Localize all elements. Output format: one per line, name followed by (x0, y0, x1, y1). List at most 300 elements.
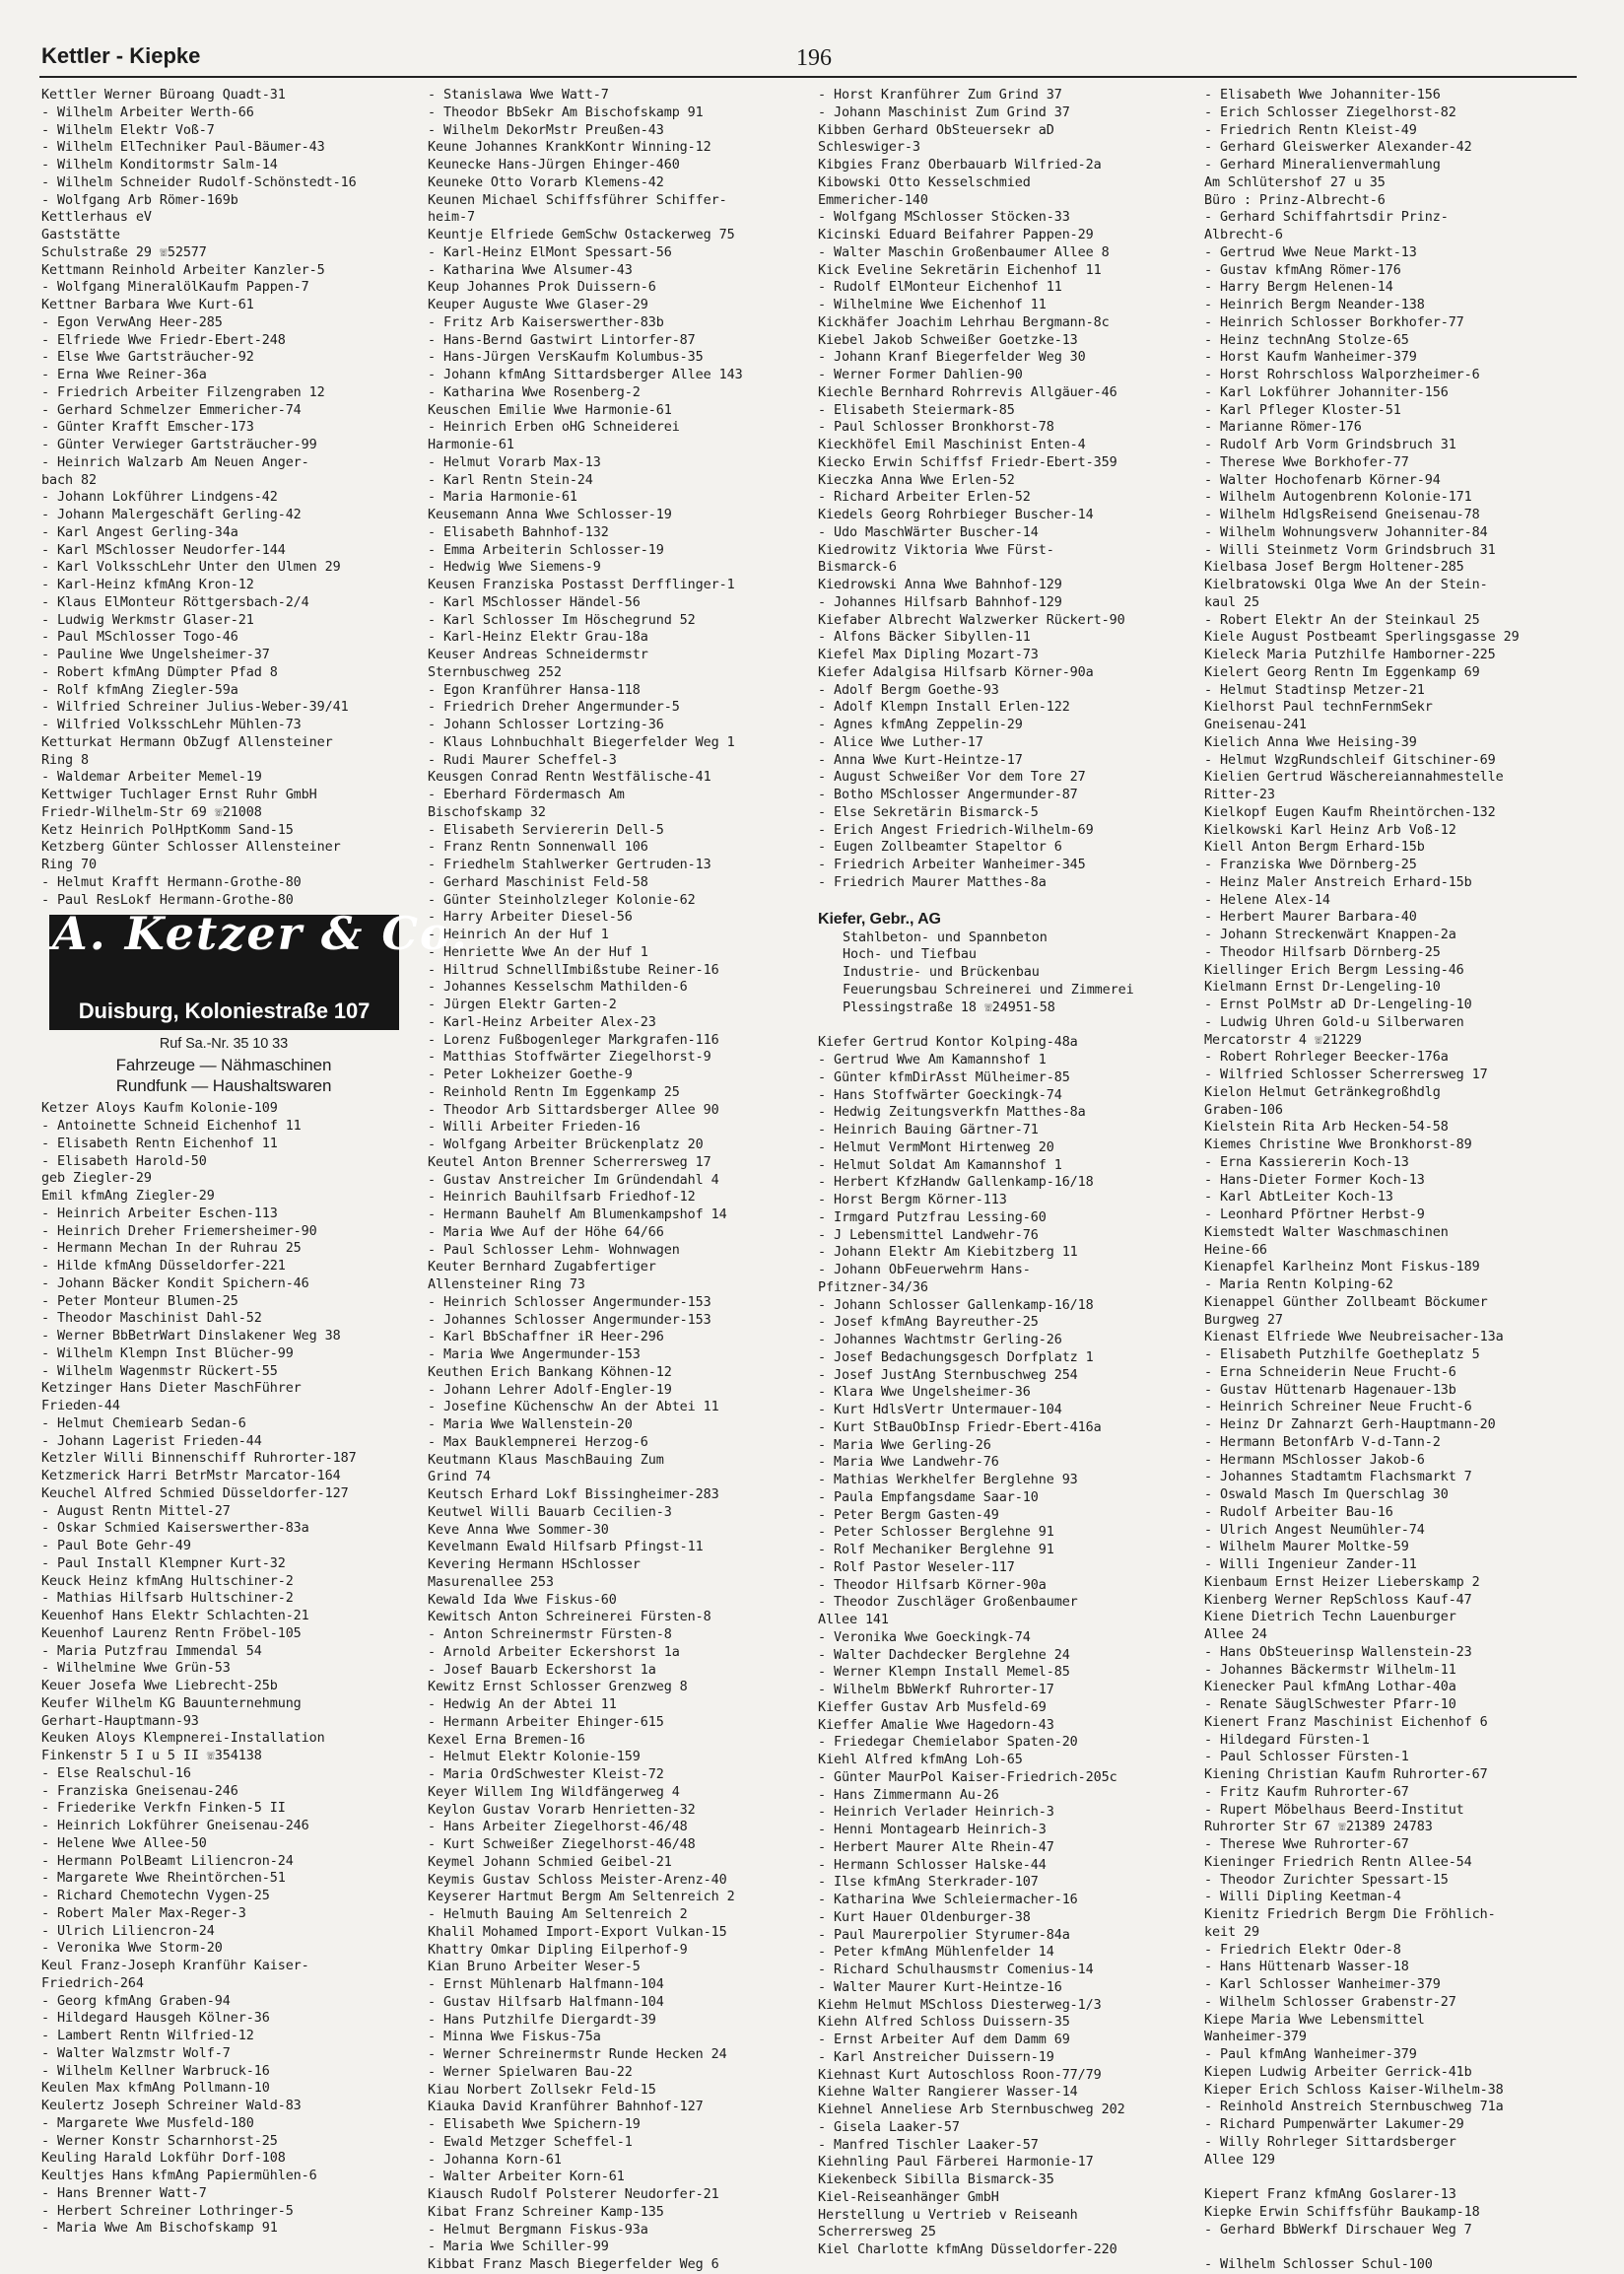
directory-entry: Kettlerhaus eV (41, 210, 152, 226)
directory-entry: - Hans Brenner Watt-7 (41, 2185, 207, 2201)
directory-entry: - Johann Kranf Biegerfelder Weg 30 (818, 350, 1086, 366)
directory-entry: - Hans Zimmermann Au-26 (818, 1787, 999, 1803)
directory-entry: - Udo MaschWärter Buscher-14 (818, 524, 1039, 540)
directory-entry: - Elisabeth Wwe Spichern-19 (428, 2117, 641, 2132)
directory-entry: - Heinrich Schlosser Borkhofer-77 (1204, 314, 1464, 330)
directory-entry: Kienecker Paul kfmAng Lothar-40a (1204, 1680, 1456, 1695)
directory-entry: Kiefel Max Dipling Mozart-73 (818, 648, 1039, 662)
directory-entry: Keup Johannes Prok Duissern-6 (428, 280, 656, 296)
directory-entry: - Willi Ingenieur Zander-11 (1204, 1557, 1417, 1572)
directory-entry: Kienbaum Ernst Heizer Lieberskamp 2 (1204, 1574, 1480, 1590)
directory-entry: - Margarete Wwe Musfeld-180 (41, 2115, 254, 2131)
directory-entry: kaul 25 (1204, 594, 1259, 610)
directory-entry: - Friedrich Elektr Oder-8 (1204, 1942, 1401, 1958)
directory-entry: Kielert Georg Rentn Im Eggenkamp 69 (1204, 664, 1480, 680)
directory-entry: - Rudolf Arbeiter Bau-16 (1204, 1504, 1393, 1520)
directory-entry: - Johannes Wachtmstr Gerling-26 (818, 1333, 1062, 1347)
directory-entry: Frieden-44 (41, 1399, 120, 1413)
directory-entry: - Maria Rentn Kolping-62 (1204, 1277, 1393, 1292)
directory-entry: - Rolf Mechaniker Berglehne 91 (818, 1543, 1054, 1557)
directory-entry: - Kurt Hauer Oldenburger-38 (818, 1909, 1031, 1925)
directory-entry: Kibowski Otto Kesselschmied (818, 174, 1031, 190)
directory-entry: Heine-66 (1204, 1242, 1267, 1258)
directory-entry: - Helmuth Bauing Am Seltenreich 2 (428, 1907, 688, 1922)
directory-entry: - Hermann PolBeamt Liliencron-24 (41, 1853, 294, 1869)
directory-entry: - Mathias Werkhelfer Berglehne 93 (818, 1473, 1078, 1487)
directory-entry: Grind 74 (428, 1470, 491, 1485)
directory-entry: - Johann Lehrer Adolf-Engler-19 (428, 1382, 672, 1398)
directory-entry: - Egon VerwAng Heer-285 (41, 314, 223, 330)
directory-entry: Kienast Elfriede Wwe Neubreisacher-13a (1204, 1330, 1504, 1345)
directory-entry: - Werner BbBetrWart Dinslakener Weg 38 (41, 1329, 341, 1344)
directory-entry: - Wilfried Schreiner Julius-Weber-39/41 (41, 700, 349, 716)
directory-entry: - Theodor Hilfsarb Dörnberg-25 (1204, 944, 1441, 960)
directory-entry: - Karl Angest Gerling-34a (41, 524, 238, 540)
directory-entry: Kieffer Gustav Arb Musfeld-69 (818, 1699, 1047, 1715)
directory-entry: Kian Bruno Arbeiter Weser-5 (428, 1960, 641, 1975)
directory-entry: - Johann Lagerist Frieden-44 (41, 1433, 262, 1449)
directory-entry: - Karl MSchlosser Händel-56 (428, 594, 641, 610)
directory-entry: - Richard Arbeiter Erlen-52 (818, 490, 1031, 506)
directory-entry: - Paul Schlosser Bronkhorst-78 (818, 420, 1054, 436)
directory-entry: Keve Anna Wwe Sommer-30 (428, 1522, 609, 1538)
directory-entry: - Werner Klempn Install Memel-85 (818, 1665, 1070, 1681)
directory-entry: - J Lebensmittel Landwehr-76 (818, 1227, 1039, 1243)
directory-entry: - Lambert Rentn Wilfried-12 (41, 2029, 254, 2043)
directory-entry: - Wilhelm Klempn Inst Blücher-99 (41, 1345, 294, 1361)
directory-entry: - Theodor Zurichter Spessart-15 (1204, 1872, 1449, 1888)
directory-entry: - Wilhelm DekorMstr Preußen-43 (428, 122, 664, 138)
directory-entry: Kewitsch Anton Schreinerei Fürsten-8 (428, 1610, 711, 1625)
directory-entry: Kexel Erna Bremen-16 (428, 1732, 585, 1748)
directory-entry: - Theodor Hilfsarb Körner-90a (818, 1577, 1047, 1593)
directory-entry: - Franziska Wwe Dörnberg-25 (1204, 858, 1417, 872)
directory-entry: Masurenallee 253 (428, 1574, 554, 1590)
directory-entry: Burgweg 27 (1204, 1312, 1283, 1328)
directory-entry: Kielkopf Eugen Kaufm Rheintörchen-132 (1204, 804, 1496, 820)
directory-entry: - Elisabeth Bahnhof-132 (428, 524, 609, 540)
directory-entry: - Rupert Möbelhaus Beerd-Institut (1204, 1802, 1464, 1818)
directory-entry: - Antoinette Schneid Eichenhof 11 (41, 1119, 302, 1134)
directory-entry: - Heinrich Bergm Neander-138 (1204, 298, 1425, 312)
directory-entry: - Günter kfmDirAsst Mülheimer-85 (818, 1069, 1070, 1085)
directory-entry: - Richard Chemotechn Vygen-25 (41, 1889, 270, 1903)
directory-entry: Wanheimer-379 (1204, 2030, 1307, 2045)
ad-products-line-1: Fahrzeuge — Nähmaschinen (115, 1056, 332, 1075)
directory-entry: - Werner Konstr Scharnhorst-25 (41, 2133, 278, 2149)
directory-entry: - Wilhelmine Wwe Grün-53 (41, 1661, 231, 1677)
directory-entry: Kettler Werner Büroang Quadt-31 (41, 88, 286, 103)
directory-entry: Keultjes Hans kfmAng Papiermühlen-6 (41, 2169, 317, 2183)
directory-entry: - Wilhelm Schlosser Schul-100 (1204, 2257, 1433, 2272)
directory-entry: - Eugen Zollbeamter Stapeltor 6 (818, 840, 1062, 856)
directory-entry: - Elisabeth Wwe Johanniter-156 (1204, 88, 1441, 103)
directory-entry: - Herbert KfzHandw Gallenkamp-16/18 (818, 1175, 1094, 1191)
directory-entry: - Hermann Arbeiter Ehinger-615 (428, 1714, 664, 1730)
directory-entry: Keusemann Anna Wwe Schlosser-19 (428, 508, 672, 522)
directory-entry: Kewald Ida Wwe Fiskus-60 (428, 1592, 617, 1608)
directory-entry: - Friederike Verkfn Finken-5 II (41, 1801, 286, 1817)
directory-entry: - Theodor Zuschläger Großenbaumer (818, 1595, 1078, 1611)
directory-entry: - Hans-Dieter Former Koch-13 (1204, 1172, 1425, 1188)
directory-entry: - Elisabeth Steiermark-85 (818, 402, 1015, 418)
directory-entry: Ketzinger Hans Dieter MaschFührer (41, 1381, 302, 1397)
directory-entry: Ruhrorter Str 67 ☏21389 24783 (1204, 1820, 1433, 1835)
directory-entry: - Johann Schlosser Gallenkamp-16/18 (818, 1297, 1094, 1313)
directory-entry: - Peter Bergm Gasten-49 (818, 1507, 999, 1523)
directory-entry: - Helmut Chemiearb Sedan-6 (41, 1415, 246, 1431)
directory-entry: Emil kfmAng Ziegler-29 (41, 1189, 215, 1204)
directory-entry: geb Ziegler-29 (41, 1171, 152, 1187)
directory-entry: Keusgen Conrad Rentn Westfälische-41 (428, 770, 711, 786)
directory-entry: - Ilse kfmAng Sterkrader-107 (818, 1875, 1039, 1891)
directory-entry: Kielbratowski Olga Wwe An der Stein- (1204, 578, 1488, 592)
directory-entry: - Stanislawa Wwe Watt-7 (428, 88, 609, 103)
directory-entry: - Elisabeth Harold-50 (41, 1153, 207, 1169)
directory-entry: - Hermann MSchlosser Jakob-6 (1204, 1452, 1425, 1468)
directory-entry: Keuntje Elfriede GemSchw Ostackerweg 75 (428, 228, 735, 242)
directory-entry: Keusen Franziska Postasst Derfflinger-1 (428, 578, 735, 592)
directory-entry: - Karl-Heinz Elektr Grau-18a (428, 630, 648, 646)
directory-entry: Scherrersweg 25 (818, 2225, 936, 2240)
directory-entry: - Hans Arbeiter Ziegelhorst-46/48 (428, 1820, 688, 1835)
directory-entry: - Peter Lokheizer Goethe-9 (428, 1068, 633, 1082)
directory-entry: - Willi Steinmetz Vorm Grindsbruch 31 (1204, 542, 1496, 558)
ad-phone: Ruf Sa.-Nr. 35 10 33 (159, 1036, 289, 1053)
directory-entry: - Gerhard BbWerkf Dirschauer Weg 7 (1204, 2222, 1472, 2238)
directory-entry: Ritter-23 (1204, 788, 1275, 802)
directory-entry: - Walter Walzmstr Wolf-7 (41, 2045, 231, 2061)
directory-entry: - Oskar Schmied Kaiserswerther-83a (41, 1521, 309, 1537)
directory-entry: - Herbert Maurer Alte Rhein-47 (818, 1839, 1054, 1855)
directory-entry: - Karl Anstreicher Duissern-19 (818, 2049, 1054, 2065)
directory-entry: - Ludwig Werkmstr Glaser-21 (41, 612, 254, 628)
directory-entry: Kiehn Alfred Schloss Duissern-35 (818, 2015, 1070, 2031)
directory-entry: - Gustav Hilfsarb Halfmann-104 (428, 1994, 664, 2010)
directory-entry: - Willy Rohrleger Sittardsberger (1204, 2134, 1456, 2150)
directory-entry: Keuneke Otto Vorarb Klemens-42 (428, 174, 664, 190)
directory-entry: Kiehnel Anneliese Arb Sternbuschweg 202 (818, 2102, 1125, 2117)
directory-entry: Kiebel Jakob Schweißer Goetzke-13 (818, 332, 1078, 348)
directory-entry: - Else Wwe Gartsträucher-92 (41, 350, 254, 366)
directory-entry: - Matthias Stoffwärter Ziegelhorst-9 (428, 1050, 711, 1066)
firm-detail-line: Feuerungsbau Schreinerei und Zimmerei (843, 982, 1134, 998)
directory-entry: - Minna Wwe Fiskus-75a (428, 2030, 601, 2045)
directory-entry: Kienberg Werner RepSchloss Kauf-47 (1204, 1592, 1472, 1608)
directory-entry: - Horst Kranführer Zum Grind 37 (818, 88, 1062, 103)
directory-entry: - Werner Schreinermstr Runde Hecken 24 (428, 2047, 727, 2062)
directory-entry: - Karl-Heinz kfmAng Kron-12 (41, 578, 254, 592)
directory-entry: - Elisabeth Serviererin Dell-5 (428, 822, 664, 838)
column-2 (428, 87, 807, 2274)
directory-entry: Kettwiger Tuchlager Ernst Ruhr GmbH (41, 788, 317, 802)
header-rule (39, 76, 1577, 78)
directory-entry: - Reinhold Anstreich Sternbuschweg 71a (1204, 2100, 1504, 2115)
directory-entry: - Friedrich Arbeiter Wanheimer-345 (818, 858, 1086, 872)
directory-entry: Keuschen Emilie Wwe Harmonie-61 (428, 402, 672, 418)
directory-entry: - Gustav Hüttenarb Hagenauer-13b (1204, 1382, 1456, 1398)
directory-entry: - Katharina Wwe Alsumer-43 (428, 262, 633, 278)
directory-entry: - Gerhard Mineralienvermahlung (1204, 158, 1441, 172)
directory-entry: Kienert Franz Maschinist Eichenhof 6 (1204, 1714, 1488, 1730)
directory-entry: Keutel Anton Brenner Scherrersweg 17 (428, 1154, 711, 1170)
directory-entry: - Herbert Schreiner Lothringer-5 (41, 2203, 294, 2219)
directory-entry: - Walter Hochofenarb Körner-94 (1204, 472, 1441, 488)
directory-entry: Keylon Gustav Vorarb Henrietten-32 (428, 1802, 696, 1818)
directory-entry: - Adolf Bergm Goethe-93 (818, 682, 999, 698)
directory-entry: - Katharina Wwe Rosenberg-2 (428, 384, 641, 400)
directory-entry: Kettner Barbara Wwe Kurt-61 (41, 298, 254, 312)
directory-entry: - Fritz Arb Kaiserswerther-83b (428, 314, 664, 330)
directory-entry: - Wolfgang Arbeiter Brückenplatz 20 (428, 1137, 704, 1152)
directory-entry: - Kurt HdlsVertr Untermauer-104 (818, 1403, 1062, 1417)
directory-entry: - Walter Arbeiter Korn-61 (428, 2170, 625, 2185)
directory-entry: - Heinrich Arbeiter Eschen-113 (41, 1206, 278, 1221)
directory-entry: - Johanna Korn-61 (428, 2152, 562, 2168)
directory-entry: - Max Bauklempnerei Herzog-6 (428, 1434, 648, 1450)
directory-entry: - Johann Lokführer Lindgens-42 (41, 490, 278, 506)
directory-entry: Kibat Franz Schreiner Kamp-135 (428, 2204, 664, 2220)
directory-entry: - Gerhard Gleiswerker Alexander-42 (1204, 140, 1472, 156)
directory-entry: Kibgies Franz Oberbauarb Wilfried-2a (818, 158, 1102, 172)
directory-entry: Kiehnling Paul Färberei Harmonie-17 (818, 2155, 1094, 2171)
directory-entry: - Helmut Vorarb Max-13 (428, 454, 601, 470)
directory-entry: - Therese Wwe Ruhrorter-67 (1204, 1837, 1409, 1852)
directory-entry: Finkenstr 5 I u 5 II ☏354138 (41, 1749, 262, 1763)
directory-entry: - Hedwig Wwe Siemens-9 (428, 560, 601, 576)
directory-entry: Kiepert Franz kfmAng Goslarer-13 (1204, 2187, 1456, 2202)
directory-entry: - Maria OrdSchwester Kleist-72 (428, 1767, 664, 1782)
directory-entry: Kieleck Maria Putzhilfe Hamborner-225 (1204, 648, 1496, 662)
directory-entry: - Hiltrud SchnellImbißstube Reiner-16 (428, 962, 719, 978)
directory-entry: - Heinrich An der Huf 1 (428, 928, 609, 942)
directory-entry: Kiausch Rudolf Polsterer Neudorfer-21 (428, 2187, 719, 2202)
directory-entry: - Else Realschul-16 (41, 1765, 191, 1781)
directory-entry: Bischofskamp 32 (428, 804, 546, 820)
directory-entry: Harmonie-61 (428, 438, 514, 452)
directory-entry: Kielich Anna Wwe Heising-39 (1204, 734, 1417, 750)
directory-entry: Kienappel Günther Zollbeamt Böckumer (1204, 1294, 1488, 1310)
directory-entry: - Hedwig An der Abtei 11 (428, 1697, 617, 1712)
directory-entry: Keymel Johann Schmied Geibel-21 (428, 1854, 672, 1870)
directory-entry: - Franz Rentn Sonnenwall 106 (428, 840, 648, 856)
directory-entry: - Wilfried VolksschLehr Mühlen-73 (41, 718, 302, 732)
column-1-entries-bottom (41, 1100, 421, 2238)
directory-entry: heim-7 (428, 210, 475, 226)
directory-entry: - Erich Schlosser Ziegelhorst-82 (1204, 104, 1456, 120)
directory-entry: - Rudi Maurer Scheffel-3 (428, 752, 617, 768)
directory-entry: Herstellung u Vertrieb v Reiseanh (818, 2207, 1078, 2223)
directory-entry: - Friedrich Arbeiter Filzengraben 12 (41, 384, 325, 400)
directory-entry: - Hans Hüttenarb Wasser-18 (1204, 1960, 1409, 1975)
directory-entry: Kiekenbeck Sibilla Bismarck-35 (818, 2172, 1054, 2187)
entry-spacer (1204, 2239, 1584, 2256)
directory-entry: - Ernst PolMstr aD Dr-Lengeling-10 (1204, 998, 1472, 1012)
directory-entry: Kiauka David Kranführer Bahnhof-127 (428, 2100, 704, 2115)
directory-entry: Gerhart-Hauptmann-93 (41, 1713, 199, 1729)
directory-entry: Kiedrowitz Viktoria Wwe Fürst- (818, 542, 1054, 558)
directory-entry: Emmericher-140 (818, 192, 928, 208)
directory-entry: Kiehl Alfred kfmAng Loh-65 (818, 1753, 1023, 1767)
directory-entry: - Wilhelm Konditormstr Salm-14 (41, 158, 278, 172)
directory-entry: - Egon Kranführer Hansa-118 (428, 682, 641, 698)
column-3 (818, 87, 1197, 2259)
directory-entry: - Peter kfmAng Mühlenfelder 14 (818, 1945, 1054, 1961)
directory-entry: Kiepe Maria Wwe Lebensmittel (1204, 2012, 1425, 2028)
directory-entry: - Paul Schlosser Lehm- Wohnwagen (428, 1242, 680, 1258)
directory-entry: - Gisela Laaker-57 (818, 2119, 960, 2135)
directory-entry: - Paul ResLokf Hermann-Grothe-80 (41, 892, 294, 908)
directory-entry: Kiecko Erwin Schiffsf Friedr-Ebert-359 (818, 454, 1117, 470)
directory-entry: Mercatorstr 4 ☏21229 (1204, 1032, 1362, 1048)
directory-entry: - Hilde kfmAng Düsseldorfer-221 (41, 1259, 286, 1274)
directory-entry: Kiehm Helmut MSchloss Diesterweg-1/3 (818, 1997, 1102, 2013)
directory-entry: - Hermann Mechan In der Ruhrau 25 (41, 1241, 302, 1257)
directory-entry: Allee 141 (818, 1613, 889, 1627)
directory-entry: Keuck Heinz kfmAng Hultschiner-2 (41, 1573, 294, 1589)
directory-entry: Ring 8 (41, 752, 89, 768)
directory-entry: Kiening Christian Kaufm Ruhrorter-67 (1204, 1767, 1488, 1782)
directory-entry: - Helmut Krafft Hermann-Grothe-80 (41, 874, 302, 890)
directory-entry: Kettmann Reinhold Arbeiter Kanzler-5 (41, 262, 325, 278)
directory-entry: - Helmut Bergmann Fiskus-93a (428, 2222, 648, 2238)
directory-entry: - Heinrich Bauing Gärtner-71 (818, 1123, 1039, 1137)
directory-entry: Gaststätte (41, 228, 120, 242)
directory-entry: Kieczka Anna Wwe Erlen-52 (818, 472, 1015, 488)
directory-entry: - Helmut Soldat Am Kamannshof 1 (818, 1157, 1062, 1173)
directory-entry: - Kurt Schweißer Ziegelhorst-46/48 (428, 1837, 696, 1852)
directory-entry: Kieninger Friedrich Rentn Allee-54 (1204, 1854, 1472, 1870)
column-1-entries-top (41, 87, 421, 909)
directory-entry: Kiedels Georg Rohrbieger Buscher-14 (818, 508, 1094, 522)
directory-entry: - Gerhard Maschinist Feld-58 (428, 874, 648, 890)
directory-entry: - Gerhard Schiffahrtsdir Prinz- (1204, 210, 1449, 226)
directory-entry: - Eberhard Fördermasch Am (428, 788, 625, 802)
directory-entry: Gneisenau-241 (1204, 718, 1307, 732)
directory-entry: Friedrich-264 (41, 1975, 144, 1991)
directory-entry: - Günter Verwieger Gartsträucher-99 (41, 438, 317, 452)
directory-entry: - Karl-Heinz ElMont Spessart-56 (428, 244, 672, 260)
directory-entry: - Heinrich Schlosser Angermunder-153 (428, 1294, 711, 1310)
directory-entry: Pfitzner-34/36 (818, 1279, 928, 1295)
directory-entry: - Elisabeth Putzhilfe Goetheplatz 5 (1204, 1347, 1480, 1362)
directory-entry: - Anna Wwe Kurt-Heintze-17 (818, 752, 1023, 768)
directory-entry: Keuenhof Hans Elektr Schlachten-21 (41, 1609, 309, 1623)
directory-entry: - Therese Wwe Borkhofer-77 (1204, 454, 1409, 470)
directory-entry: - Fritz Kaufm Ruhrorter-67 (1204, 1784, 1409, 1800)
directory-entry: - Horst Rohrschloss Walporzheimer-6 (1204, 368, 1480, 382)
directory-entry: - Wilhelm Schneider Rudolf-Schönstedt-16 (41, 174, 357, 190)
directory-entry: - Agnes kfmAng Zeppelin-29 (818, 718, 1023, 732)
directory-entry: - Werner Former Dahlien-90 (818, 368, 1023, 382)
directory-entry: - Maria Wwe Landwehr-76 (818, 1455, 999, 1471)
directory-entry: Kiellinger Erich Bergm Lessing-46 (1204, 962, 1464, 978)
directory-entry: - Henni Montagearb Heinrich-3 (818, 1823, 1047, 1837)
directory-entry: Kiele August Postbeamt Sperlingsgasse 29 (1204, 630, 1520, 646)
directory-entry: Keuken Aloys Klempnerei-Installation (41, 1731, 325, 1747)
directory-entry: - Arnold Arbeiter Eckershorst 1a (428, 1644, 680, 1660)
directory-entry: - Gustav kfmAng Römer-176 (1204, 262, 1401, 278)
directory-entry: - Heinz Maler Anstreich Erhard-15b (1204, 874, 1472, 890)
directory-entry: - Richard Schulhausmstr Comenius-14 (818, 1963, 1094, 1977)
directory-entry: - Ewald Metzger Scheffel-1 (428, 2134, 633, 2150)
directory-entry: - Wilfried Schlosser Scherrersweg 17 (1204, 1068, 1488, 1082)
directory-entry: - Kurt StBauObInsp Friedr-Ebert-416a (818, 1419, 1102, 1435)
directory-entry: - Reinhold Rentn Im Eggenkamp 25 (428, 1084, 680, 1100)
directory-entry: Kiau Norbert Zollsekr Feld-15 (428, 2082, 656, 2098)
directory-entry: - Josef kfmAng Bayreuther-25 (818, 1315, 1039, 1331)
directory-entry: Keuer Josefa Wwe Liebrecht-25b (41, 1679, 278, 1693)
directory-entry: - Wilhelm Wohnungsverw Johanniter-84 (1204, 524, 1488, 540)
directory-entry: - Rudolf Arb Vorm Grindsbruch 31 (1204, 438, 1456, 452)
directory-entry: Keuchel Alfred Schmied Düsseldorfer-127 (41, 1485, 349, 1501)
directory-entry: - Josef Bedachungsgesch Dorfplatz 1 (818, 1349, 1094, 1365)
directory-entry: - Henriette Wwe An der Huf 1 (428, 944, 648, 960)
directory-entry: - Maria Wwe Am Bischofskamp 91 (41, 2221, 278, 2237)
directory-entry: - Rolf Pastor Weseler-117 (818, 1559, 1015, 1575)
running-header: Kettler - Kiepke (41, 43, 201, 68)
directory-entry: - Johannes Hilfsarb Bahnhof-129 (818, 594, 1062, 610)
directory-entry: - Erna Wwe Reiner-36a (41, 368, 207, 382)
directory-entry: - Johannes Stadtamtm Flachsmarkt 7 (1204, 1470, 1472, 1485)
directory-entry: - Johann Bäcker Kondit Spichern-46 (41, 1275, 309, 1291)
directory-entry: - Alfons Bäcker Sibyllen-11 (818, 630, 1031, 646)
directory-entry: Ketzberg Günter Schlosser Allensteiner (41, 840, 341, 856)
directory-entry: Kewitz Ernst Schlosser Grenzweg 8 (428, 1680, 688, 1695)
directory-entry: - Hermann Schlosser Halske-44 (818, 1857, 1047, 1873)
directory-entry: - Ludwig Uhren Gold-u Silberwaren (1204, 1014, 1464, 1030)
directory-entry: - Maria Wwe Gerling-26 (818, 1437, 991, 1453)
directory-entry: Keunecke Hans-Jürgen Ehinger-460 (428, 158, 680, 172)
directory-entry: Keul Franz-Joseph Kranführ Kaiser- (41, 1959, 309, 1973)
directory-entry: - Heinz technAng Stolze-65 (1204, 332, 1409, 348)
entry-spacer (1204, 2169, 1584, 2186)
directory-entry: Ketzler Willi Binnenschiff Ruhrorter-187 (41, 1451, 357, 1467)
directory-entry: - Theodor BbSekr Am Bischofskamp 91 (428, 104, 704, 120)
directory-entry: Keutmann Klaus MaschBauing Zum (428, 1452, 664, 1468)
directory-entry: - Johann Schlosser Lortzing-36 (428, 718, 664, 732)
directory-entry: - Helmut WzgRundschleif Gitschiner-69 (1204, 752, 1496, 768)
directory-entry: - Emma Arbeiterin Schlosser-19 (428, 542, 664, 558)
directory-entry: - Johann Malergeschäft Gerling-42 (41, 508, 302, 522)
directory-entry: - Heinrich Dreher Friemersheimer-90 (41, 1223, 317, 1239)
directory-entry: - Waldemar Arbeiter Memel-19 (41, 770, 262, 786)
directory-entry: Keuling Harald Lokführ Dorf-108 (41, 2151, 286, 2167)
directory-entry: - Helene Alex-14 (1204, 892, 1330, 908)
directory-entry: Kiehnast Kurt Autoschloss Roon-77/79 (818, 2067, 1102, 2083)
directory-entry: Kielkowski Karl Heinz Arb Voß-12 (1204, 822, 1456, 838)
directory-entry: - Hedwig Zeitungsverkfn Matthes-8a (818, 1105, 1086, 1121)
directory-entry: - Klara Wwe Ungelsheimer-36 (818, 1385, 1031, 1401)
directory-entry: - Friedegar Chemielabor Spaten-20 (818, 1735, 1078, 1751)
directory-entry: - Hans Stoffwärter Goeckingk-74 (818, 1087, 1062, 1103)
directory-entry: - Renate SäuglSchwester Pfarr-10 (1204, 1697, 1456, 1712)
directory-entry: Kielien Gertrud Wäschereiannahmestelle (1204, 770, 1504, 786)
directory-entry: - Klaus Lohnbuchhalt Biegerfelder Weg 1 (428, 734, 735, 750)
directory-entry: Keymis Gustav Schloss Meister-Arenz-40 (428, 1872, 727, 1888)
directory-entry: Kiemstedt Walter Waschmaschinen (1204, 1224, 1449, 1240)
directory-entry: - August Schweißer Vor dem Tore 27 (818, 770, 1086, 786)
directory-entry: - Horst Kaufm Wanheimer-379 (1204, 350, 1417, 366)
directory-entry: - Karl MSchlosser Neudorfer-144 (41, 542, 286, 558)
directory-entry: Kielmann Ernst Dr-Lengeling-10 (1204, 980, 1441, 996)
directory-entry: - Wilhelm Wagenmstr Rückert-55 (41, 1363, 278, 1379)
directory-entry: - August Rentn Mittel-27 (41, 1503, 231, 1519)
directory-entry: - Klaus ElMonteur Röttgersbach-2/4 (41, 594, 309, 610)
directory-entry: keit 29 (1204, 1924, 1259, 1940)
directory-entry: - Hermann BetonfArb V-d-Tann-2 (1204, 1434, 1441, 1450)
directory-entry: Kiene Dietrich Techn Lauenburger (1204, 1610, 1456, 1625)
